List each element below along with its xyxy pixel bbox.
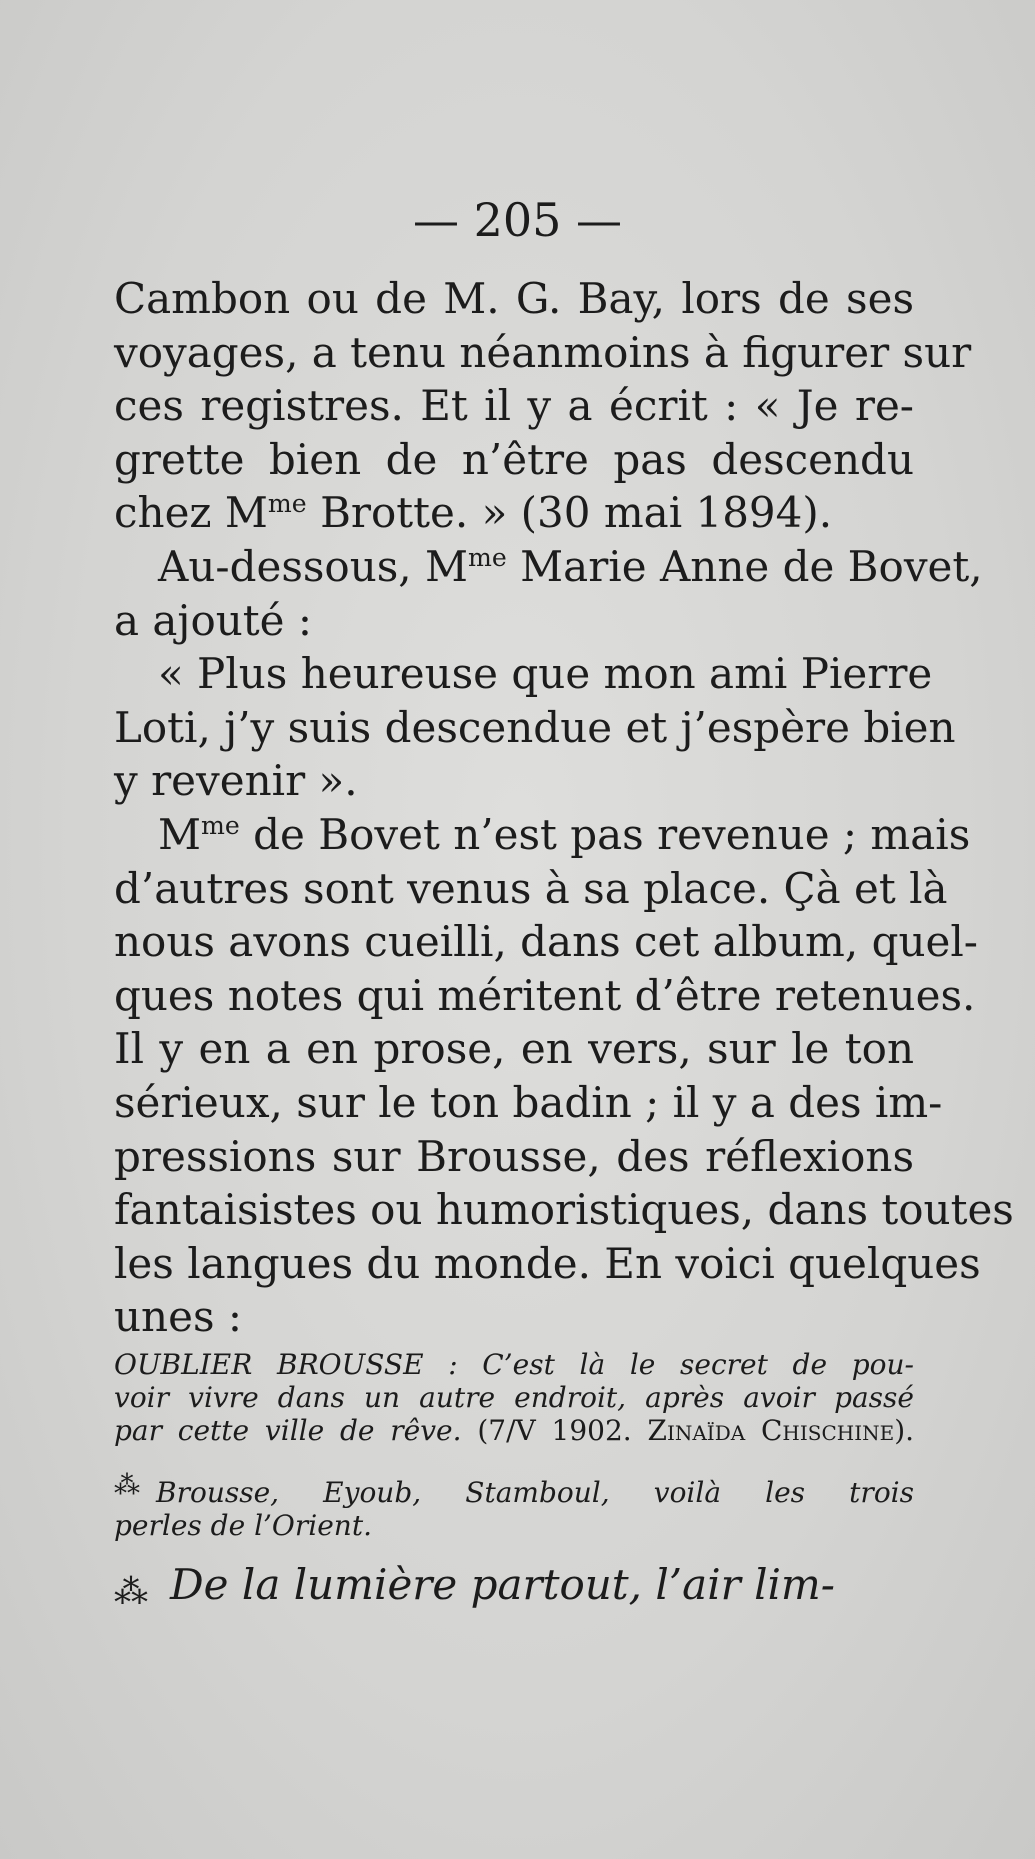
text-line: fantaisistes ou humoristiques, dans toutes bbox=[114, 1185, 1014, 1235]
note-text: Brousse, Eyoub, Stamboul, voilà les trois bbox=[156, 1476, 914, 1509]
note-light bbox=[114, 1560, 914, 1610]
text-line: y revenir ». bbox=[114, 756, 358, 806]
note-line bbox=[114, 1471, 914, 1509]
text-line: grette bien de n’être pas descendu bbox=[114, 434, 914, 484]
text-line: unes : bbox=[114, 1292, 243, 1342]
text-line: Au-dessous, $M^{me}$ Marie Anne de Bovet, bbox=[158, 541, 983, 591]
text-line: sérieux, sur le ton badin ; il y a des im- bbox=[114, 1077, 943, 1127]
text-line: ques notes qui méritent d’être retenues. bbox=[114, 970, 976, 1020]
text-line: Il y en a en prose, en vers, sur le ton bbox=[114, 1024, 914, 1074]
text-line: $M^{me}$ de Bovet n’est pas revenue ; mais bbox=[158, 809, 971, 859]
note-date: (7/V 1902. bbox=[477, 1414, 632, 1447]
text-line: ces registres. Et il y a écrit : « Je re- bbox=[114, 381, 914, 431]
note-line bbox=[114, 1414, 914, 1447]
page-number: — 205 — bbox=[412, 193, 623, 247]
text-line: chez $M^{me}$ Brotte. » (30 mai 1894). bbox=[114, 488, 833, 538]
note-text: De la lumière partout, l’air lim- bbox=[170, 1560, 835, 1609]
asterism-icon: ⁂ bbox=[114, 1572, 146, 1612]
text-line: Loti, j’y suis descendue et j’espère bien bbox=[114, 702, 956, 752]
note-chischine bbox=[114, 1348, 914, 1447]
text-line: a ajouté : bbox=[114, 595, 313, 645]
note-line: perles de l’Orient. bbox=[114, 1509, 372, 1542]
text-line: nous avons cueilli, dans cet album, quel- bbox=[114, 917, 978, 967]
text-line: les langues du monde. En voici quelques bbox=[114, 1238, 981, 1288]
note-line: OUBLIER BROUSSE : C’est là le secret de pou- bbox=[114, 1348, 914, 1381]
text-line: pressions sur Brousse, des réflexions bbox=[114, 1131, 914, 1181]
text-line: d’autres sont venus à sa place. Çà et là bbox=[114, 863, 948, 913]
text-line: Cambon ou de M. G. Bay, lors de ses bbox=[114, 274, 914, 323]
text-line: voyages, a tenu néanmoins à figurer sur bbox=[114, 327, 972, 377]
note-pearls bbox=[114, 1471, 914, 1542]
note-text: par cette ville de rêve. bbox=[114, 1414, 462, 1447]
asterism-icon: ⁂ bbox=[114, 1471, 138, 1501]
note-line: voir vivre dans un autre endroit, après avoir passé bbox=[114, 1381, 914, 1414]
note-line bbox=[114, 1560, 914, 1610]
body-text bbox=[114, 272, 1014, 1344]
text-line: « Plus heureuse que mon ami Pierre bbox=[158, 649, 933, 699]
note-author: Zinaïda Chischine). bbox=[647, 1414, 915, 1447]
